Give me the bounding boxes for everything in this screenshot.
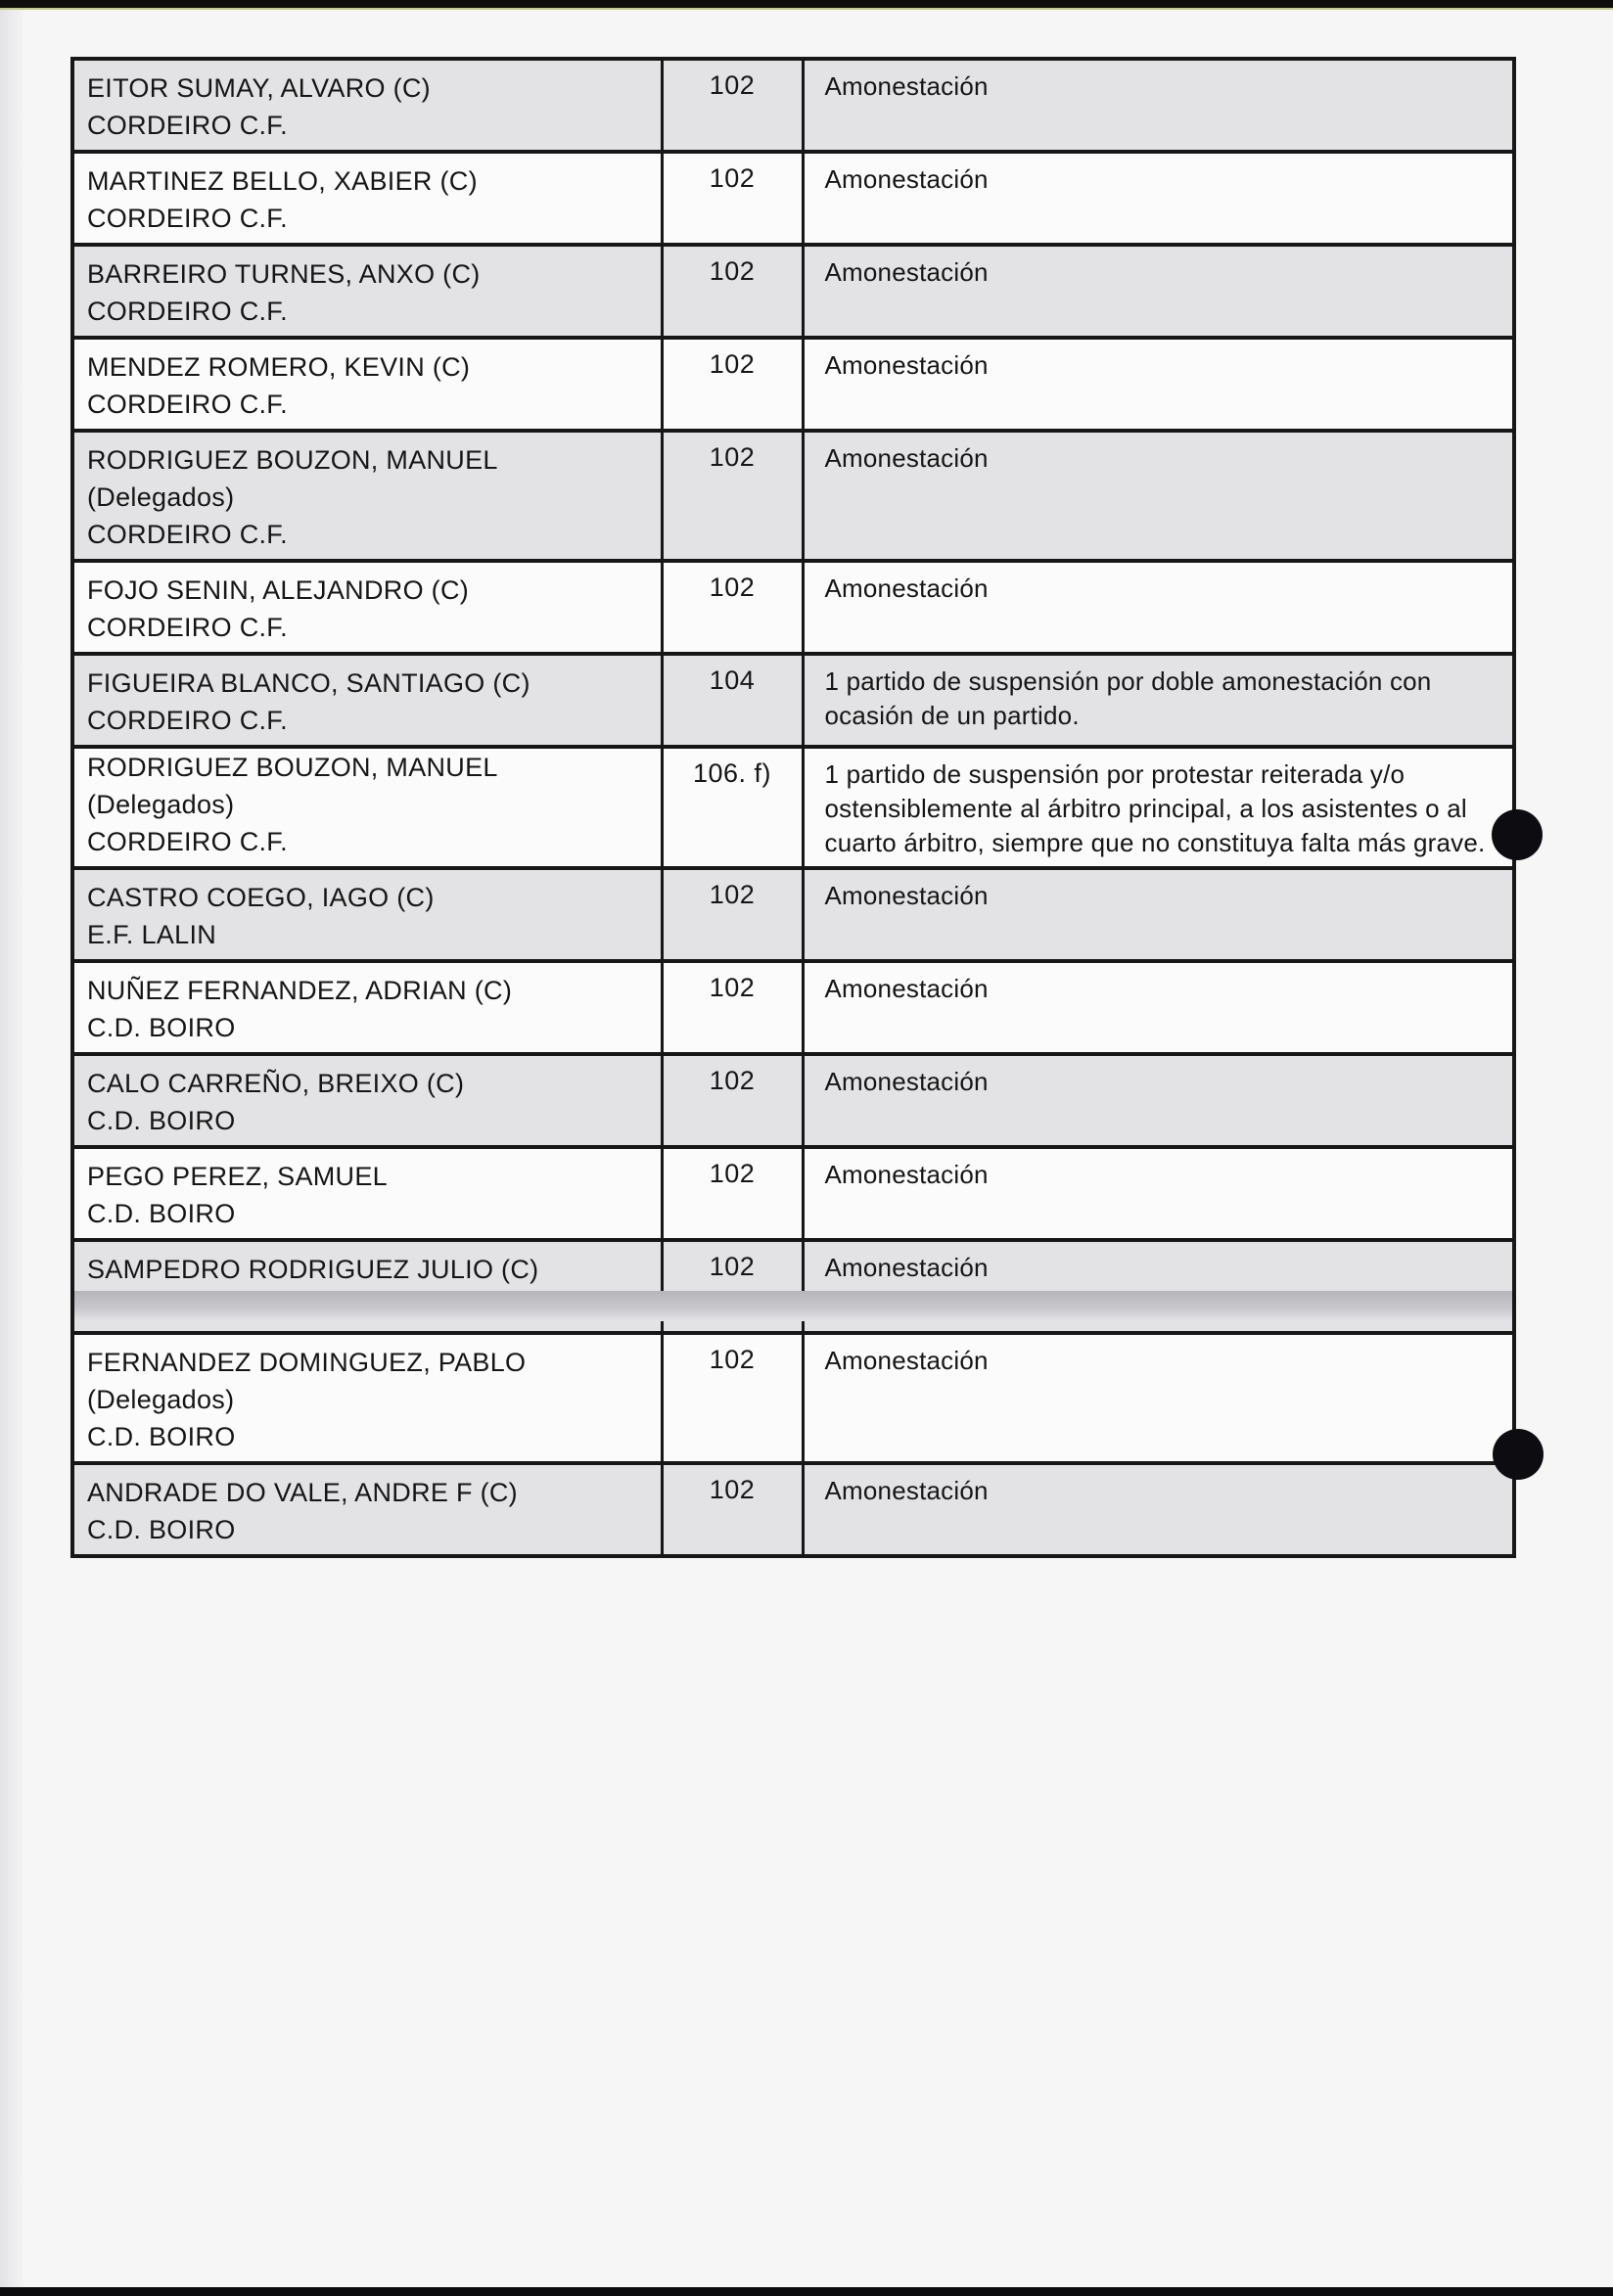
sanction-cell: Amonestación <box>803 152 1514 245</box>
hole-punch-mark-top <box>1492 809 1543 860</box>
table-row <box>72 245 1514 338</box>
person-name: BARREIRO TURNES, ANXO (C) <box>87 259 481 289</box>
sanction-cell: Amonestación <box>803 961 1514 1054</box>
table-row <box>72 654 1514 747</box>
person-name: FERNANDEZ DOMINGUEZ, PABLO (Delegados) <box>87 1348 527 1414</box>
person-cell <box>72 152 662 245</box>
scan-artifact-top-bar <box>0 0 1613 10</box>
person-name: NUÑEZ FERNANDEZ, ADRIAN (C) <box>87 976 513 1005</box>
person-name: CALO CARREÑO, BREIXO (C) <box>87 1069 465 1098</box>
person-name: FOJO SENIN, ALEJANDRO (C) <box>87 575 470 605</box>
table-row <box>72 431 1514 561</box>
table-row <box>72 1463 1514 1556</box>
code-cell: 102 <box>662 152 803 245</box>
code-cell: 102 <box>662 561 803 654</box>
person-name: FIGUEIRA BLANCO, SANTIAGO (C) <box>87 668 530 698</box>
table-row <box>72 1054 1514 1147</box>
person-name: MENDEZ ROMERO, KEVIN (C) <box>87 352 471 382</box>
code-cell: 102 <box>662 1333 803 1463</box>
sanction-cell: Amonestación <box>803 561 1514 654</box>
sanction-cell: Amonestación <box>803 245 1514 338</box>
code-cell: 102 <box>662 1463 803 1556</box>
person-cell <box>72 431 662 561</box>
club-name: CORDEIRO C.F. <box>87 613 288 642</box>
sanction-cell: Amonestación <box>803 1240 1514 1333</box>
table-row <box>72 961 1514 1054</box>
person-cell <box>72 245 662 338</box>
person-name: RODRIGUEZ BOUZON, MANUEL (Delegados) <box>87 753 497 819</box>
sanction-cell: 1 partido de suspensión por doble amonestación con ocasión de un partido. <box>803 654 1514 747</box>
code-cell: 106. f) <box>662 747 803 868</box>
club-name: C.D. BOIRO <box>87 1515 236 1544</box>
person-cell <box>72 561 662 654</box>
club-name: CORDEIRO C.F. <box>87 520 288 549</box>
sanctions-table <box>70 57 1516 1558</box>
person-cell <box>72 961 662 1054</box>
person-cell <box>72 747 662 868</box>
code-cell: 102 <box>662 868 803 961</box>
table-row <box>72 1333 1514 1463</box>
code-cell: 102 <box>662 961 803 1054</box>
table-row <box>72 1147 1514 1240</box>
person-cell <box>72 1147 662 1240</box>
person-cell <box>72 1333 662 1463</box>
person-cell <box>72 1463 662 1556</box>
code-cell: 102 <box>662 1054 803 1147</box>
club-name: C.D. BOIRO <box>87 1106 236 1135</box>
person-name: MARTINEZ BELLO, XABIER (C) <box>87 166 478 196</box>
club-name: CORDEIRO C.F. <box>87 111 288 140</box>
table-row <box>72 338 1514 431</box>
person-name: SAMPEDRO RODRIGUEZ JULIO (C) <box>87 1255 539 1284</box>
code-cell: 102 <box>662 1147 803 1240</box>
person-name: EITOR SUMAY, ALVARO (C) <box>87 73 431 103</box>
scan-shadow-band <box>74 1291 1512 1321</box>
person-name: ANDRADE DO VALE, ANDRE F (C) <box>87 1478 518 1507</box>
club-name: C.D. BOIRO <box>87 1199 236 1228</box>
club-name: CORDEIRO C.F. <box>87 390 288 419</box>
sanction-cell: Amonestación <box>803 1054 1514 1147</box>
club-name: E.F. LALIN <box>87 920 217 949</box>
table-row <box>72 868 1514 961</box>
sanction-cell: Amonestación <box>803 868 1514 961</box>
club-name: CORDEIRO C.F. <box>87 297 288 326</box>
sanction-cell: Amonestación <box>803 338 1514 431</box>
table-row <box>72 747 1514 868</box>
hole-punch-mark-bottom <box>1493 1429 1544 1480</box>
sanction-cell: Amonestación <box>803 431 1514 561</box>
sanctions-table-body <box>72 59 1514 1556</box>
person-cell <box>72 654 662 747</box>
person-name: PEGO PEREZ, SAMUEL <box>87 1162 388 1191</box>
club-name: CORDEIRO C.F. <box>87 204 288 233</box>
code-cell: 102 <box>662 245 803 338</box>
sanction-cell: Amonestación <box>803 1463 1514 1556</box>
code-cell: 102 <box>662 338 803 431</box>
sanction-cell: Amonestación <box>803 59 1514 152</box>
table-row <box>72 152 1514 245</box>
club-name: C.D. BOIRO <box>87 1422 236 1451</box>
code-cell: 104 <box>662 654 803 747</box>
club-name: C.D. BOIRO <box>87 1013 236 1042</box>
code-cell: 102 <box>662 59 803 152</box>
code-cell: 102 <box>662 431 803 561</box>
person-name: RODRIGUEZ BOUZON, MANUEL (Delegados) <box>87 445 497 512</box>
club-name: CORDEIRO C.F. <box>87 827 288 856</box>
sanction-cell: Amonestación <box>803 1147 1514 1240</box>
person-cell <box>72 59 662 152</box>
person-cell <box>72 338 662 431</box>
club-name: CORDEIRO C.F. <box>87 706 288 735</box>
table-row <box>72 561 1514 654</box>
scan-artifact-bottom-bar <box>0 2287 1613 2296</box>
table-row <box>72 59 1514 152</box>
sanction-cell: 1 partido de suspensión por protestar reiterada y/o ostensiblemente al árbitro principal, a los asistentes o al cuarto árbitro, siempre que no constituya falta más grave. <box>803 747 1514 868</box>
person-name: CASTRO COEGO, IAGO (C) <box>87 883 435 912</box>
person-cell <box>72 1054 662 1147</box>
code-cell: 102 <box>662 1240 803 1333</box>
person-cell <box>72 868 662 961</box>
sanction-cell: Amonestación <box>803 1333 1514 1463</box>
